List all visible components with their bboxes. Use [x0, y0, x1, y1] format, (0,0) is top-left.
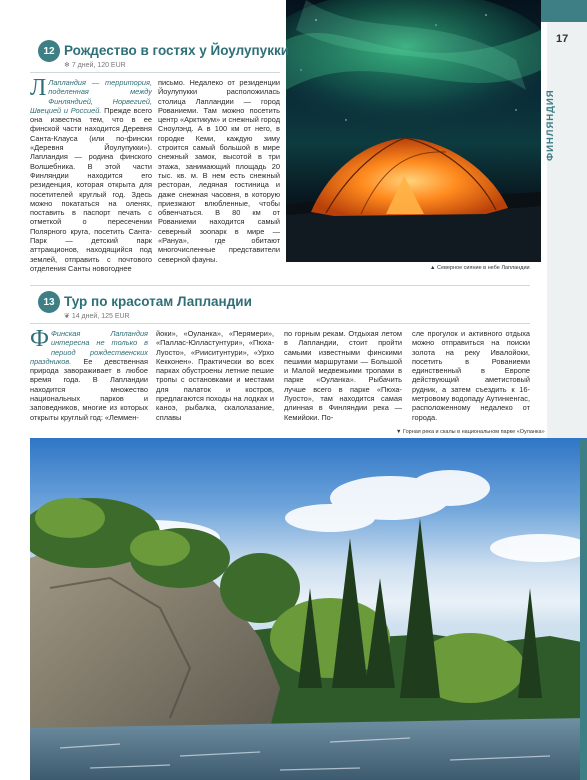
snowflake-icon: ❄	[64, 62, 70, 69]
article-lead: Финская Лапландия интересна не только в период рождественских праздников.	[30, 329, 148, 366]
section-label: ФИНЛЯНДИЯ	[545, 89, 556, 161]
divider	[30, 72, 280, 73]
drop-cap: Л	[30, 78, 47, 101]
lapland-river-photo	[30, 438, 587, 780]
landscape-illustration	[30, 438, 587, 780]
duration-price: 14 дней, 125 EUR	[71, 313, 130, 320]
article-column-4: сле прогулок и активного отдыха можно отправиться на поиски золота на реку Ивалойоки, посетить в Рованиеми единственный в Европе действующий аметистовый рудник, а затем съездить к 16-метровому водопаду Аутинкенгас, расположенному недалеко от города.	[412, 329, 530, 422]
article-body: Прежде всего она известна тем, что в ее финской части находится Деревня Санта-Клауса (или по-фински «Деревня Йоулупукки»). Лапландия — родина финского Волшебника. В этой части Финляндии находится его резиденция, которая открыта для посетителей круглый год. Здесь можно покататься на оленях, поставить в паспорт печать с отметкой о пересечении Полярного круга, посетить Санта-Парк — детский парк аттракционов, находящийся под землей, отправить с почтового отделения Санты новогоднее	[30, 105, 152, 273]
drop-cap: Ф	[30, 329, 49, 352]
article-title: Рождество в гостях у Йоулупукки	[64, 43, 290, 58]
aurora-photo-caption: ▲ Северное сияние в небе Лапландии	[430, 265, 530, 271]
article-number-badge: 13	[38, 291, 60, 313]
article-lead: Лапландия — территория, поделенная между Финляндией, Норвегией, Швецией и Россией.	[30, 78, 152, 115]
article-column-1	[30, 329, 148, 429]
article-column-3: по горным рекам. Отдыхая летом в Лапландии, стоит пройти самыми известными финскими пешими маршрутами — Большой и Малой медвежьими тропами в парке «Оуланка». Рыбачить лучше всего в парке «Пюха-Луосто», там находится самая длинная в Финляндии река — Кемийоки. По-	[284, 329, 402, 422]
page-number: 17	[556, 33, 569, 45]
section-tab-bar	[541, 0, 587, 22]
article-column-2: письмо. Недалеко от резиденции Йоулупукки расположилась столица Лапландии — город Рованиеми. Там можно посетить центр «Арктикум» и снежный город Сноулэнд. А в 100 км от него, в городке Кеми, каждую зиму строится самый большой в мире снежный замок, высотой в три этажа, занимающий площадь 20 тыс. кв. м. В нем есть снежный ресторан, ледяная гостиница и даже снежная часовня, в которую приезжают влюбленные, чтобы обвенчаться. В 80 км от Рованиеми находится самый северный зоопарк в мире — «Рануа», где обитают многочисленные представители северной фауны.	[158, 78, 280, 264]
article-column-2: йоки», «Оуланка», «Перямери», «Паллас-Юлластунтури», «Пюха-Луосто», «Рииситунтури», «Урхо Кекконен». Практически во всех парках обустроены летние пешие тропы с остановками и местами для палаток и костров, предлагаются походы на лодках и каноэ, рыбалка, скалолазание, сплавы	[156, 329, 274, 422]
aurora-tent-photo	[286, 0, 541, 262]
leaf-icon: ❦	[64, 313, 70, 320]
article-number-badge: 12	[38, 40, 60, 62]
article-meta	[64, 312, 130, 320]
landscape-photo-caption: ▼ Горная река и скалы в национальном парке «Оуланка»	[396, 429, 545, 435]
divider	[30, 323, 530, 324]
duration-price: 7 дней, 120 EUR	[71, 62, 126, 69]
article-column-1	[30, 78, 152, 274]
article-title: Тур по красотам Лапландии	[64, 294, 252, 309]
section-tab	[541, 0, 587, 440]
article-body: Ее девственная природа завораживает в любое время года. В Лапландии находится множество национальных парков и заповедников, многие из которых открыты круглый год: «Леммен-	[30, 356, 148, 422]
page-edge-bar	[580, 440, 587, 780]
divider	[30, 285, 530, 286]
aurora-illustration	[286, 0, 541, 262]
article-meta	[64, 61, 126, 69]
